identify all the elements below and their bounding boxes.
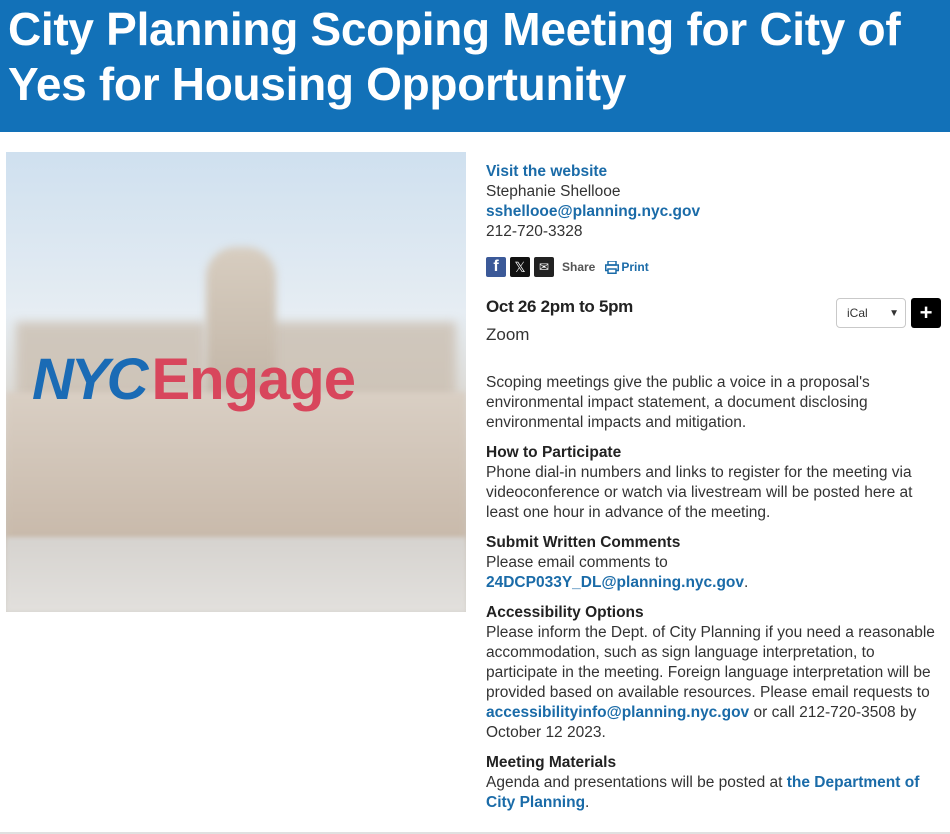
accessibility-email-link[interactable]: accessibilityinfo@planning.nyc.gov [486, 704, 750, 721]
plaza [6, 537, 466, 612]
calendar-select[interactable] [836, 298, 906, 328]
section-heading: Accessibility Options [486, 604, 644, 621]
share-label: Share [562, 260, 596, 274]
print-label: Print [621, 260, 649, 274]
building-facade [6, 392, 466, 542]
add-to-calendar-button[interactable]: + [911, 298, 941, 328]
logo-engage-text: Engage [151, 347, 355, 412]
section-heading: Meeting Materials [486, 754, 617, 771]
section-text-end: . [744, 574, 749, 591]
contact-info [486, 162, 946, 242]
event-description: Scoping meetings give the public a voice in a proposal's environmental impact statement, a document disclosing environmental impacts and mitigation. [486, 374, 870, 431]
section-meeting-materials [486, 753, 944, 813]
facebook-icon[interactable]: f [486, 257, 506, 277]
chevron-down-icon: ▼ [889, 308, 899, 319]
share-toolbar [486, 257, 649, 277]
contact-email-link[interactable]: sshellooe@planning.nyc.gov [486, 203, 701, 220]
section-submit-comments [486, 533, 944, 593]
section-text-end: or call 212-720-3508 by October 12 2023. [486, 704, 917, 741]
calendar-select-value: iCal [847, 306, 868, 320]
print-button[interactable] [605, 260, 648, 274]
x-twitter-icon[interactable]: 𝕏 [510, 257, 530, 277]
logo-nyc-text: NYC [32, 347, 146, 412]
nyc-engage-logo [32, 348, 355, 412]
event-image [6, 152, 466, 612]
section-accessibility [486, 603, 944, 743]
event-datetime: Oct 26 2pm to 5pm [486, 297, 633, 316]
contact-phone: 212-720-3328 [486, 223, 583, 240]
section-text: Please email comments to [486, 554, 668, 571]
event-details [486, 373, 944, 823]
printer-icon [605, 261, 619, 274]
mail-icon[interactable]: ✉ [534, 257, 554, 277]
section-heading: How to Participate [486, 444, 622, 461]
section-text: Phone dial-in numbers and links to register for the meeting via videoconference or watch via livestream will be posted here at least one hour in advance of the meeting. [486, 464, 913, 521]
dcp-link[interactable]: the Department of City Planning [486, 774, 920, 811]
contact-name: Stephanie Shellooe [486, 183, 621, 200]
section-text-end: . [585, 794, 590, 811]
section-text: Please inform the Dept. of City Planning if you need a reasonable accommodation, such as sign language interpretation, to participate in the meeting. Foreign language interpretation will be provided based on available resources. Please email requests to [486, 624, 935, 701]
section-heading: Submit Written Comments [486, 534, 681, 551]
comments-email-link[interactable]: 24DCP033Y_DL@planning.nyc.gov [486, 574, 745, 591]
event-location: Zoom [486, 325, 530, 344]
section-how-to-participate [486, 443, 944, 523]
page-header [0, 0, 950, 132]
page-title: City Planning Scoping Meeting for City of Yes for Housing Opportunity [8, 3, 901, 110]
visit-website-link[interactable]: Visit the website [486, 163, 608, 180]
section-text: Agenda and presentations will be posted at [486, 774, 783, 791]
